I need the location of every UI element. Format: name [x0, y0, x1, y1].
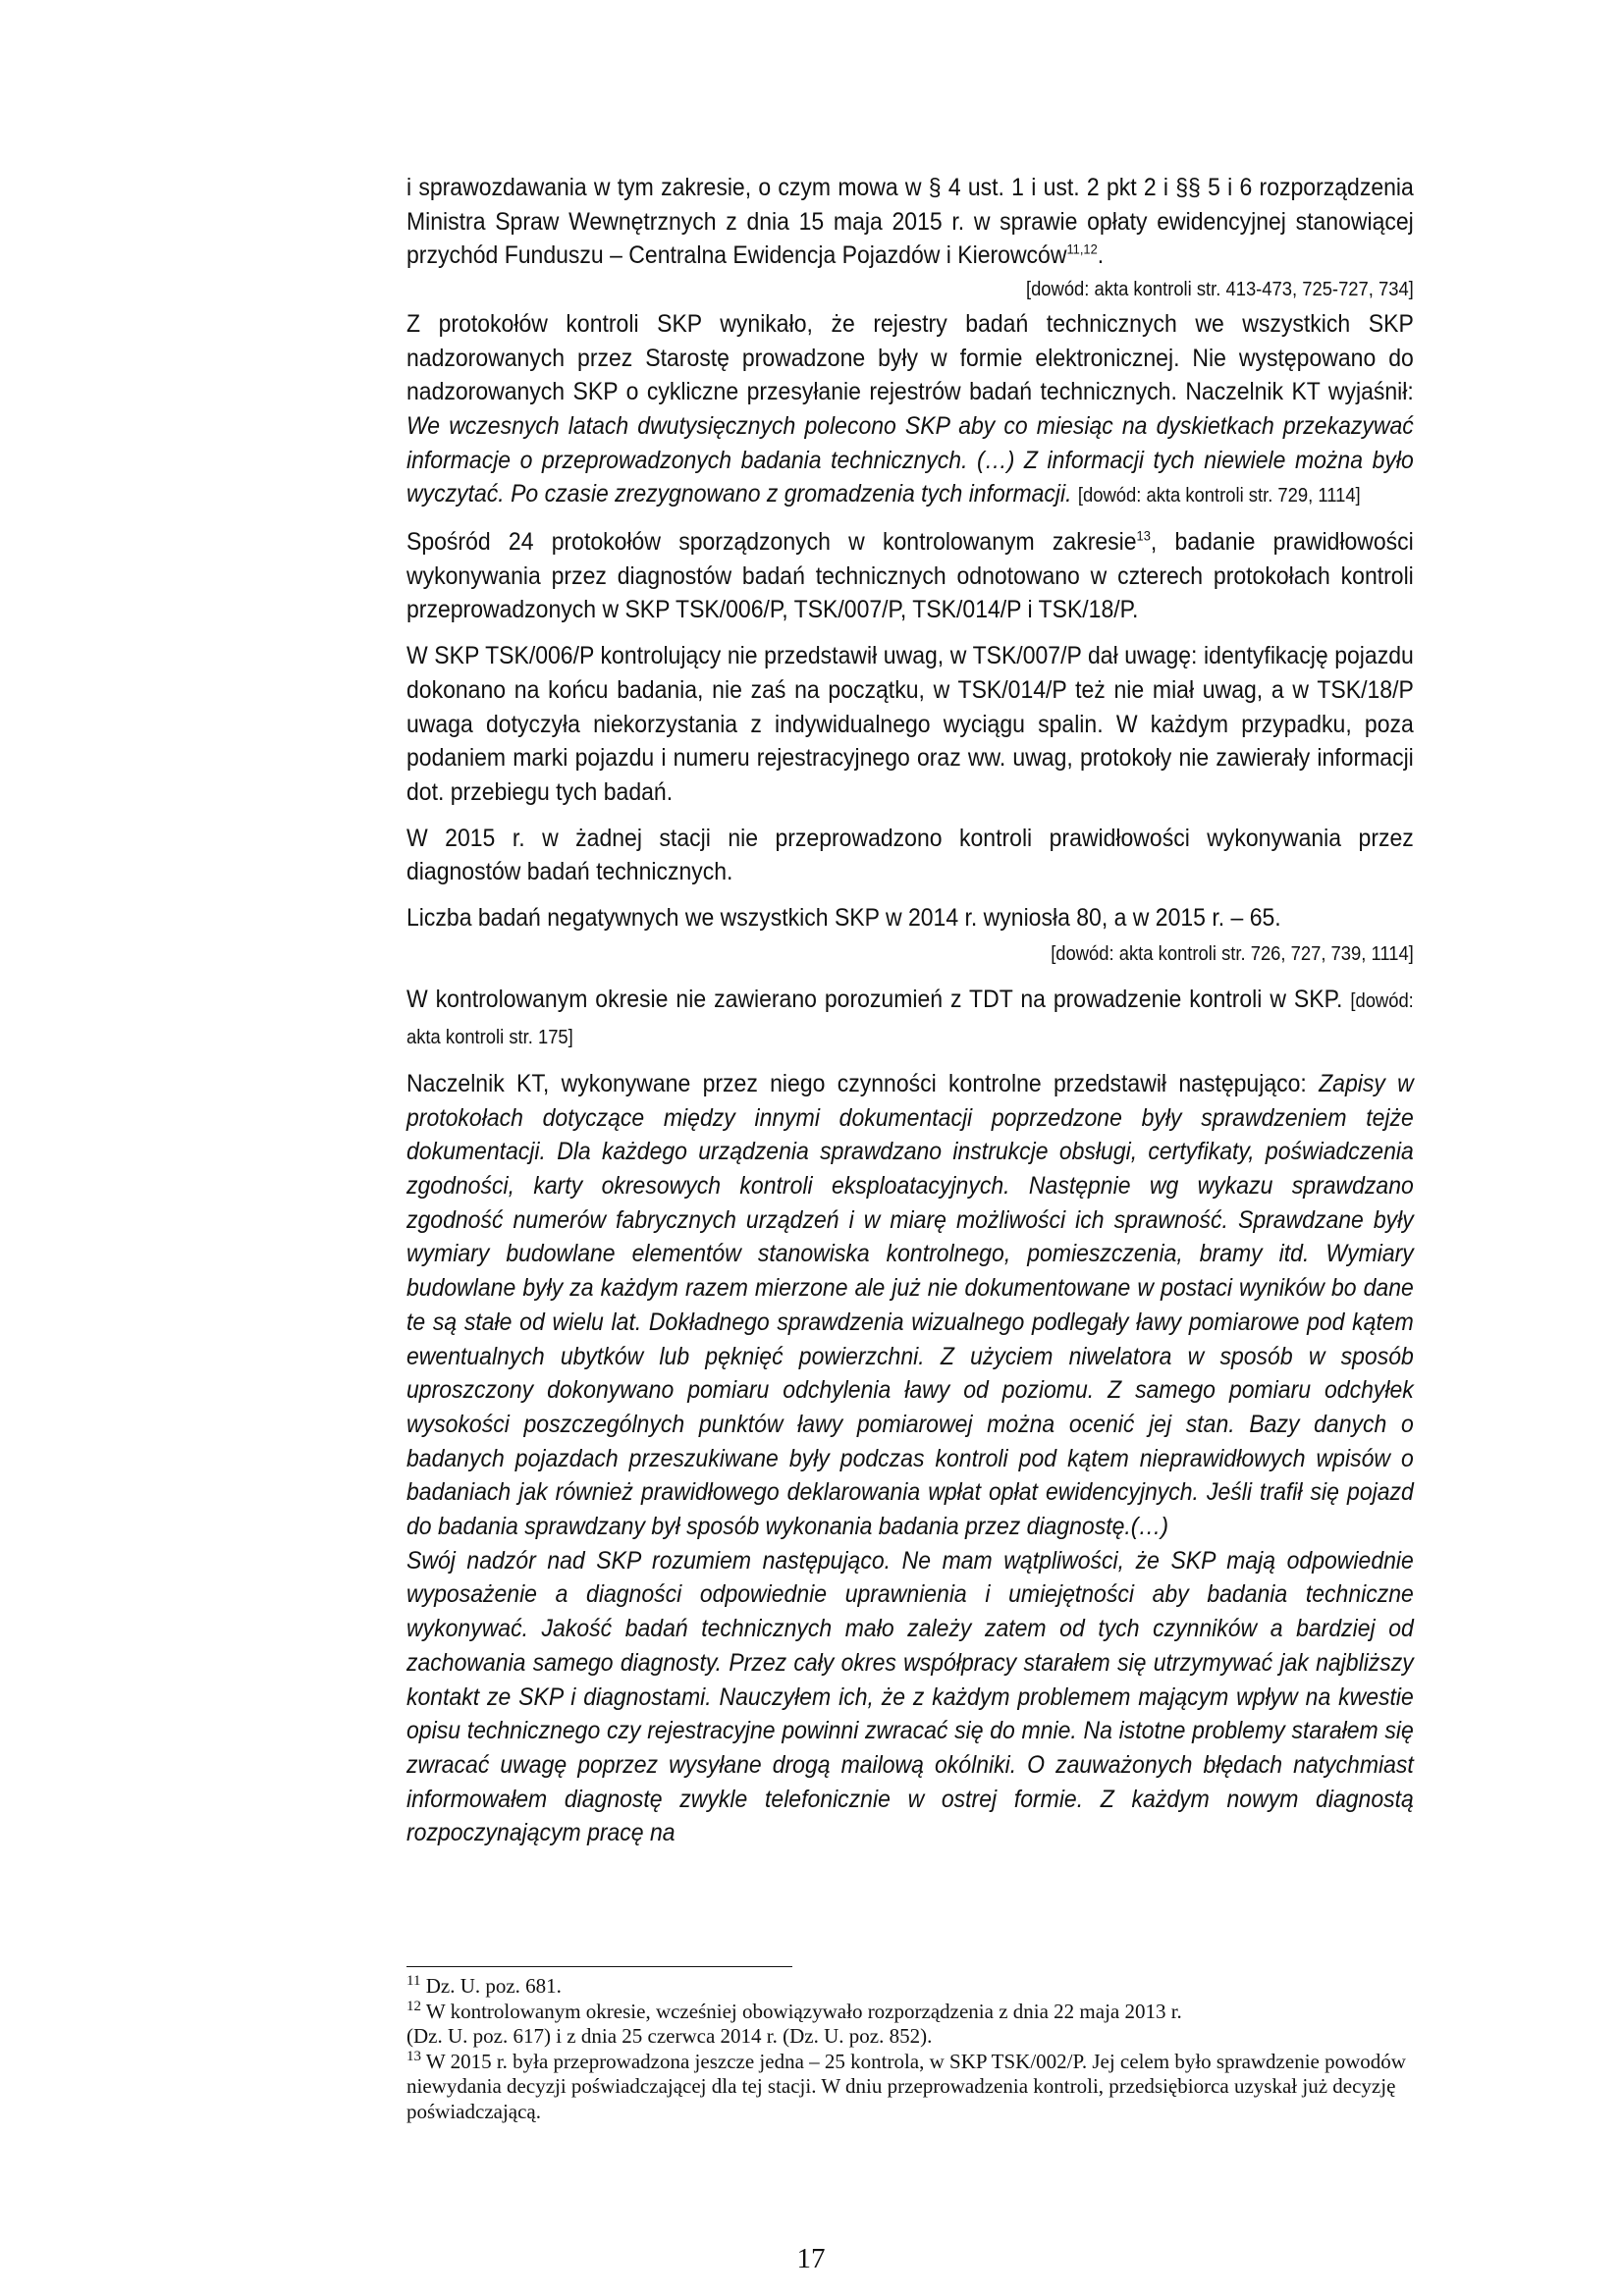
paragraph-5	[406, 822, 1414, 889]
footnote-13	[406, 2050, 1428, 2125]
footnote-text: Dz. U. poz. 681.	[425, 1974, 562, 1998]
evidence-ref-6: [dowód: akta kontroli str. 726, 727, 739, 1114]	[1051, 942, 1414, 965]
paragraph-2-text: Z protokołów kontroli SKP wynikało, że rejestry badań technicznych we wszystkich SKP nadzorowanych przez Starostę prowadzone były w formie elektronicznej. Nie występowano do nadzorowanych SKP o cykliczne przesyłanie rejestrów badań technicznych. Naczelnik KT wyjaśnił:	[406, 309, 1414, 406]
footnote-text-continued: (Dz. U. poz. 617) i z dnia 25 czerwca 2014 r. (Dz. U. poz. 852).	[406, 2024, 933, 2049]
paragraph-1	[406, 171, 1414, 301]
paragraph-8-quote-continued: Swój nadzór nad SKP rozumiem następująco. Ne mam wątpliwości, że SKP mają odpowiednie wyposażenie a diagności odpowiednie uprawnienia i umiejętności aby badania techniczne wykonywać. Jakość badań technicznych mało zależy zatem od tych czynników a bardziej od zachowania samego diagnosty. Przez cały okres współpracy starałem się utrzymywać jak najbliższy kontakt ze SKP i diagnostami. Nauczyłem ich, że z każdym problemem mającym wpływ na kwestie opisu technicznego czy rejestracyjne powinni zwracać się do mnie. Na istotne problemy starałem się zwracać uwagę poprzez wysyłane drogą mailową okólniki. O zauważonych błędach natychmiast informowałem diagnostę zwykle telefonicznie w ostrej formie. Z każdym nowym diagnostą rozpoczynającym pracę na	[406, 1546, 1414, 1847]
body-text	[406, 171, 1414, 1862]
evidence-ref-2: [dowód: akta kontroli str. 729, 1114]	[1077, 485, 1361, 507]
page-number: 17	[796, 2243, 826, 2274]
paragraph-1-tail: .	[1097, 241, 1105, 270]
evidence-ref-7: [dowód: akta kontroli str. 175]	[406, 990, 1414, 1049]
paragraph-7-text: W kontrolowanym okresie nie zawierano porozumień z TDT na prowadzenie kontroli w SKP.	[406, 986, 1343, 1014]
footnote-text: W 2015 r. była przeprowadzona jeszcze jedna – 25 kontrola, w SKP TSK/002/P. Jej celem było sprawdzenie powodów niewydania decyzji poświadczającej dla tej stacji. W dniu przeprowadzenia kontroli, przedsiębiorca uzyskał już decyzję poświadczającą.	[406, 2049, 1406, 2123]
footnote-number: 11	[406, 1973, 421, 1989]
paragraph-1-text: i sprawozdawania w tym zakresie, o czym mowa w § 4 ust. 1 i ust. 2 pkt 2 i §§ 5 i 6 rozporządzenia Ministra Spraw Wewnętrznych z dnia 15 maja 2015 r. w sprawie opłaty ewidencyjnej stanowiącej przychód Funduszu – Centralna Ewidencja Pojazdów i Kierowców	[406, 174, 1414, 270]
footnote-number: 13	[406, 2048, 421, 2064]
footnotes	[406, 1974, 1428, 2125]
paragraph-5-text: W 2015 r. w żadnej stacji nie przeprowadzono kontroli prawidłowości wykonywania przez diagnostów badań technicznych.	[406, 824, 1414, 886]
paragraph-6-text: Liczba badań negatywnych we wszystkich SKP w 2014 r. wyniosła 80, a w 2015 r. – 65.	[406, 904, 1281, 933]
paragraph-8-quote: Zapisy w protokołach dotyczące między innymi dokumentacji poprzedzone były sprawdzeniem tejże dokumentacji. Dla każdego urządzenia sprawdzano instrukcje obsługi, certyfikaty, poświadczenia zgodności, karty okresowych kontroli eksploatacyjnych. Następnie wg wykazu sprawdzano zgodność numerów fabrycznych urządzeń i w miarę możliwości ich sprawność. Sprawdzane były wymiary budowlane elementów stanowiska kontrolnego, pomieszczenia, bramy itd. Wymiary budowlane były za każdym razem mierzone ale już nie dokumentowane w postaci wyników bo dane te są stałe od wielu lat. Dokładnego sprawdzenia wizualnego podlegały ławy pomiarowe pod kątem ewentualnych ubytków lub pęknięć powierzchni. Z użyciem niwelatora w sposób w sposób uproszczony dokonywano pomiaru odchylenia ławy od poziomu. Z samego pomiaru odchyłek wysokości poszczególnych punktów ławy pomiarowej można ocenić jej stan. Bazy danych o badanych pojazdach przeszukiwane były podczas kontroli pod kątem nieprawidłowych wpisów o badaniach jak również prawidłowego deklarowania wpłat opłat ewidencyjnych. Jeśli trafił się pojazd do badania sprawdzany był sposób wykonania badania przez diagnostę.(…)	[406, 1069, 1414, 1541]
paragraph-8-text: Naczelnik KT, wykonywane przez niego czynności kontrolne przedstawił następująco:	[406, 1069, 1320, 1097]
footnote-text: W kontrolowanym okresie, wcześniej obowiązywało rozporządzenia z dnia 22 maja 2013 r.	[425, 1999, 1182, 2023]
footnote-divider	[406, 1966, 792, 1967]
evidence-ref-1: [dowód: akta kontroli str. 413-473, 725-727, 734]	[1025, 279, 1414, 301]
footnote-ref-11-12[interactable]: 11,12	[1066, 241, 1098, 258]
footnote-ref-13[interactable]: 13	[1136, 527, 1151, 544]
footnote-11	[406, 1974, 1428, 2000]
paragraph-2	[406, 307, 1414, 513]
paragraph-4-text: W SKP TSK/006/P kontrolujący nie przedstawił uwag, w TSK/007/P dał uwagę: identyfikację pojazdu dokonano na końcu badania, nie zaś na początku, w TSK/014/P też nie miał uwag, a w TSK/18/P uwaga dotyczyła niekorzystania z indywidualnego wyciągu spalin. W każdym przypadku, poza podaniem marki pojazdu i numeru rejestracyjnego oraz ww. uwag, protokoły nie zawierały informacji dot. przebiegu tych badań.	[406, 642, 1414, 806]
paragraph-8	[406, 1067, 1414, 1544]
paragraph-7	[406, 983, 1414, 1054]
footnote-12	[406, 2000, 1428, 2050]
footnote-number: 12	[406, 1998, 421, 2014]
paragraph-3-tail: , badanie prawidłowości wykonywania przez diagnostów badań technicznych odnotowano w czterech protokołach kontroli przeprowadzonych w SKP TSK/006/P, TSK/007/P, TSK/014/P i TSK/18/P.	[406, 528, 1414, 624]
paragraph-3-text: Spośród 24 protokołów sporządzonych w kontrolowanym zakresie	[406, 528, 1137, 557]
paragraph-2-quote: We wczesnych latach dwutysięcznych polecono SKP aby co miesiąc na dyskietkach przekazywać informacje o przeprowadzonych badania technicznych. (…) Z informacji tych niewiele można było wyczytać. Po czasie zrezygnowano z gromadzenia tych informacji.	[406, 411, 1414, 508]
paragraph-3	[406, 525, 1414, 627]
paragraph-4	[406, 639, 1414, 810]
paragraph-6	[406, 901, 1414, 935]
